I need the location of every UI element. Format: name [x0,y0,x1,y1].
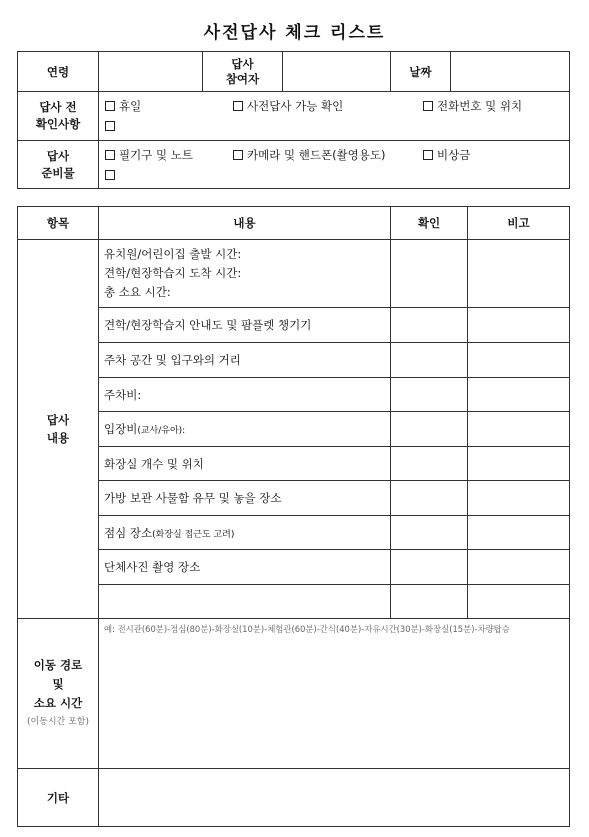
checkbox-blank-prior[interactable] [105,116,119,136]
note-cell[interactable] [468,585,570,619]
checkbox-box[interactable] [105,170,115,180]
check-cell[interactable] [391,481,468,516]
checkbox-label: 휴일 [119,99,142,113]
checkbox-box[interactable] [105,121,115,131]
content-cell: 견학/현장학습지 안내도 및 팜플렛 챙기기 [99,308,391,343]
etc-field[interactable] [99,769,570,827]
note-cell[interactable] [468,447,570,481]
check-cell[interactable] [391,447,468,481]
info-table [17,51,570,189]
checkbox-box[interactable] [105,150,115,160]
age-label: 연령 [18,52,99,92]
route-label-note: (이동시간 포함) [26,716,90,727]
check-cell[interactable] [391,516,468,550]
prep-label [18,141,99,189]
total-time-text: 총 소요 시간: [104,285,171,299]
note-cell[interactable] [468,378,570,412]
header-note: 비고 [468,207,570,240]
checkbox-notebook[interactable] [105,145,219,165]
check-cell[interactable] [391,308,468,343]
checkbox-box[interactable] [233,101,243,111]
admission-fee-text: 입장비 [104,422,138,436]
admission-fee-note: (교사/유아): [137,426,186,436]
content-cell [99,412,391,447]
check-cell[interactable] [391,240,468,308]
route-field[interactable] [99,619,570,769]
lunch-place-note: (화장실 접근도 고려) [152,529,235,540]
check-cell[interactable] [391,550,468,585]
content-cell: 주차비: [99,378,391,412]
checkbox-label: 카메라 및 핸드폰(촬영용도) [247,147,386,162]
participant-label-text: 답사 참여자 [225,56,260,86]
checkbox-phone-location[interactable] [423,96,522,116]
checkbox-label: 필기구 및 노트 [119,147,193,162]
checkbox-box[interactable] [423,150,433,160]
check-cell[interactable] [391,378,468,412]
lunch-place-text: 점심 장소 [104,525,153,540]
route-example-text: 예: 전시관(60분)-점심(80분)-화장실(10분)-체험관(60분)-간식(40분)-자유시간(30분)-화장실(15분)-차량탑승 [104,624,510,634]
prep-checklist [99,141,570,189]
checkbox-label: 비상금 [437,147,471,162]
checkbox-camera[interactable] [233,145,409,165]
note-cell[interactable] [468,343,570,378]
checkbox-holiday[interactable] [105,96,219,116]
checkbox-emergency-cash[interactable] [423,145,470,165]
participant-field[interactable] [283,52,391,92]
prior-label-text: 답사 전 확인사항 [35,100,81,131]
note-cell[interactable] [468,481,570,516]
checkbox-visit-confirm[interactable] [233,96,409,116]
etc-label: 기타 [18,769,99,827]
route-label-line: 및 [52,676,64,691]
checkbox-label: 전화번호 및 위치 [437,99,523,113]
note-cell[interactable] [468,308,570,343]
check-cell[interactable] [391,412,468,447]
arrival-time-text: 견학/현장학습지 도착 시간: [104,266,242,280]
check-cell[interactable] [391,585,468,619]
age-field[interactable] [99,52,203,92]
checklist-table [17,206,570,827]
date-field[interactable] [451,52,570,92]
note-cell[interactable] [468,516,570,550]
section-label [18,240,99,619]
content-cell: 가방 보관 사물함 유무 및 놓을 장소 [99,481,391,516]
route-label-line: 이동 경로 [33,657,83,672]
date-label: 날짜 [391,52,451,92]
content-cell [99,585,391,619]
page-title: 사전답사 체크 리스트 [203,23,386,43]
checkbox-box[interactable] [105,101,115,111]
prior-checklist [99,92,570,141]
section-label-text: 답사 내용 [46,413,70,445]
content-cell [99,516,391,550]
header-content: 내용 [99,207,391,240]
note-cell[interactable] [468,240,570,308]
route-label [18,619,99,769]
note-cell[interactable] [468,550,570,585]
content-cell [99,240,391,308]
content-cell: 주차 공간 및 입구와의 거리 [99,343,391,378]
checkbox-box[interactable] [233,150,243,160]
checkbox-box[interactable] [423,101,433,111]
header-check: 확인 [391,207,468,240]
check-cell[interactable] [391,343,468,378]
participant-label [203,52,283,92]
checkbox-blank-prep[interactable] [105,165,119,185]
prior-label [18,92,99,141]
content-cell: 단체사진 촬영 장소 [99,550,391,585]
header-item: 항목 [18,207,99,240]
note-cell[interactable] [468,412,570,447]
checkbox-label: 사전답사 가능 확인 [247,99,344,113]
prep-label-text: 답사 준비물 [41,148,75,180]
departure-time-text: 유치원/어린이집 출발 시간: [104,247,242,261]
route-label-line: 소요 시간 [33,695,83,710]
content-cell: 화장실 개수 및 위치 [99,447,391,481]
